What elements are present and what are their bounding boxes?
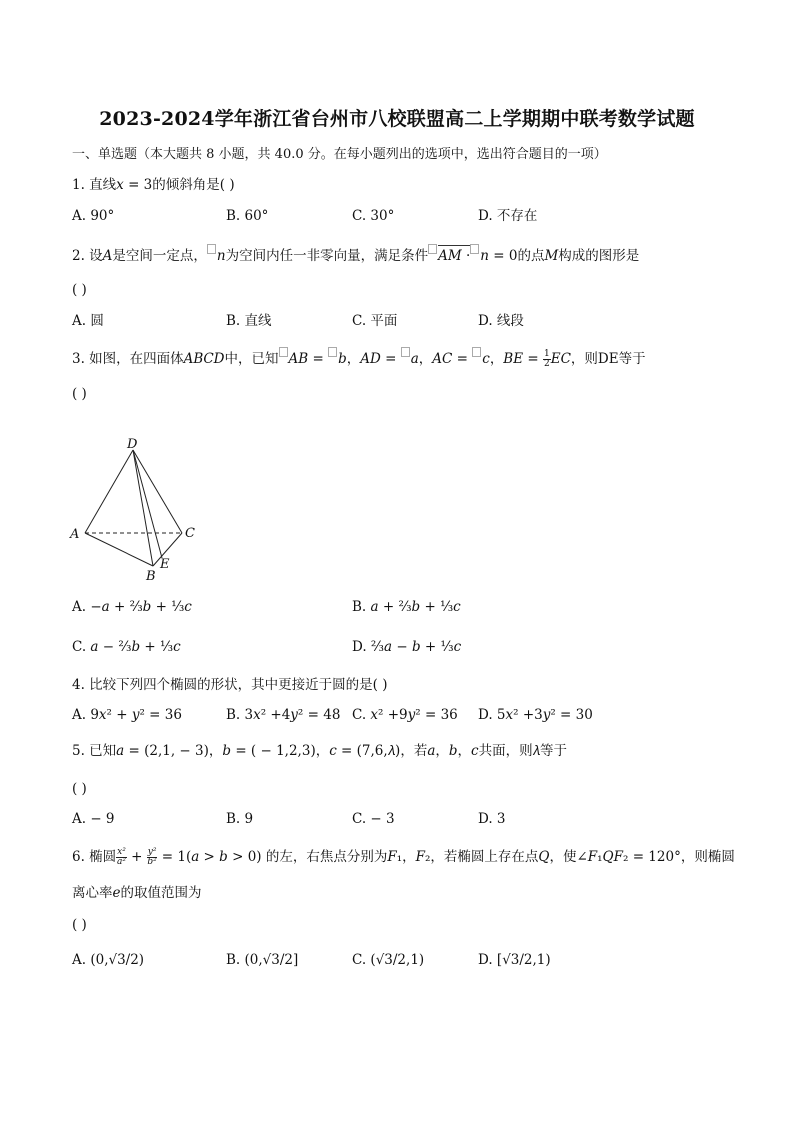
vector-placeholder-icon [328,347,337,357]
section-heading: 一、单选题（本大题共 8 小题，共 40.0 分。在每小题列出的选项中，选出符合题目的一项） [72,147,607,162]
question-6-stem-line-2: 离心率𝑒的取值范围为 [72,885,202,901]
question-4-option-b: B. 3𝑥² +4𝑦² = 48 [226,707,341,723]
question-4-option-a: A. 9𝑥² + 𝑦² = 36 [72,707,182,723]
question-3-answer-paren: ( ) [72,386,87,402]
question-5-stem: 5. 已知𝑎 = (2,1, − 3)，𝑏 = ( − 1,2,3)，𝑐 = (7,6,𝜆)，若𝑎，𝑏，𝑐共面，则𝜆等于 [72,743,567,759]
vertex-label-a: A [70,527,80,542]
question-4-option-d: D. 5𝑥² +3𝑦² = 30 [478,707,593,723]
fraction-one-half: $\frac{1}{2}$ [543,349,550,369]
edge-da [85,450,133,533]
fraction-y2-over-b2: $\frac{\text{y²}}{\text{b²}}$ [147,847,157,867]
vector-placeholder-icon [401,347,410,357]
vertex-label-c: C [185,526,195,541]
question-1-option-c: C. 30° [352,208,395,224]
vertex-label-b: B [146,569,156,584]
question-2-option-d: D. 线段 [478,313,524,329]
question-5-option-a: A. − 9 [72,811,115,827]
question-1-option-a: A. 90° [72,208,115,224]
question-2-answer-paren: ( ) [72,282,87,298]
question-5-option-d: D. 3 [478,811,506,827]
question-3-option-c: C. 𝑎 − ⅔𝑏 + ⅓𝑐 [72,639,181,655]
question-2-stem: 2. 设𝐴是空间一定点， 𝑛为空间内任一非零向量，满足条件 𝐴𝑀 · 𝑛 = 0的点𝑀构成的图形是 [72,244,639,265]
question-4-option-c: C. 𝑥² +9𝑦² = 36 [352,707,458,723]
question-6-option-b: B. (0,√3/2] [226,952,299,968]
vector-placeholder-icon [428,244,437,254]
question-5-answer-paren: ( ) [72,781,87,797]
tetrahedron-figure [66,436,206,586]
question-3-option-a: A. −𝑎 + ⅔𝑏 + ⅓𝑐 [72,599,192,615]
fraction-x2-over-a2: $\frac{\text{x²}}{\text{a²}}$ [117,847,126,867]
question-1-stem: 1. 直线𝑥 = 3的倾斜角是( ) [72,177,235,193]
question-2-option-c: C. 平面 [352,313,398,329]
vertex-label-d: D [127,437,138,452]
question-4-stem: 4. 比较下列四个椭圆的形状，其中更接近于圆的是( ) [72,677,388,693]
document-title: 2023-2024学年浙江省台州市八校联盟高二上学期期中联考数学试题 [99,108,695,130]
vector-placeholder-icon [279,347,288,357]
question-3-stem: 3. 如图，在四面体𝐴𝐵𝐶𝐷中，已知 𝐴𝐵 = 𝑏，𝐴𝐷 = 𝑎，𝐴𝐶 = 𝑐，𝐵𝐸 = $\frac{1}{2}$ 𝐸𝐶，则DE等于 [72,349,646,369]
edge-ab [85,533,153,566]
question-1-option-b: B. 60° [226,208,269,224]
question-6-option-c: C. (√3/2,1) [352,952,425,968]
vertex-label-e: E [160,557,170,572]
question-5-option-c: C. − 3 [352,811,395,827]
question-5-option-b: B. 9 [226,811,254,827]
question-6-stem: 6. 椭圆 $\frac{\text{x²}}{\text{a²}}$ + $\frac{\text{y²}}{\text{b²}}$ = 1(𝑎 > 𝑏 > 0) 的左，右焦点分别为𝐹₁，𝐹₂，若椭圆上存在点𝑄，使∠𝐹₁𝑄𝐹₂ = 120°，则椭圆 [72,847,735,867]
question-3-option-d: D. ⅔𝑎 − 𝑏 + ⅓𝑐 [352,639,462,655]
question-1-option-d: D. 不存在 [478,208,538,224]
vector-placeholder-icon [470,244,479,254]
question-6-option-a: A. (0,√3/2) [72,952,145,968]
question-6-option-d: D. [√3/2,1) [478,952,551,968]
question-3-option-b: B. 𝑎 + ⅔𝑏 + ⅓𝑐 [352,599,461,615]
question-2-option-a: A. 圆 [72,313,104,329]
edge-de [133,450,162,558]
question-6-answer-paren: ( ) [72,917,87,933]
vector-placeholder-icon [472,347,481,357]
vector-placeholder-icon [207,244,216,254]
question-2-option-b: B. 直线 [226,313,272,329]
